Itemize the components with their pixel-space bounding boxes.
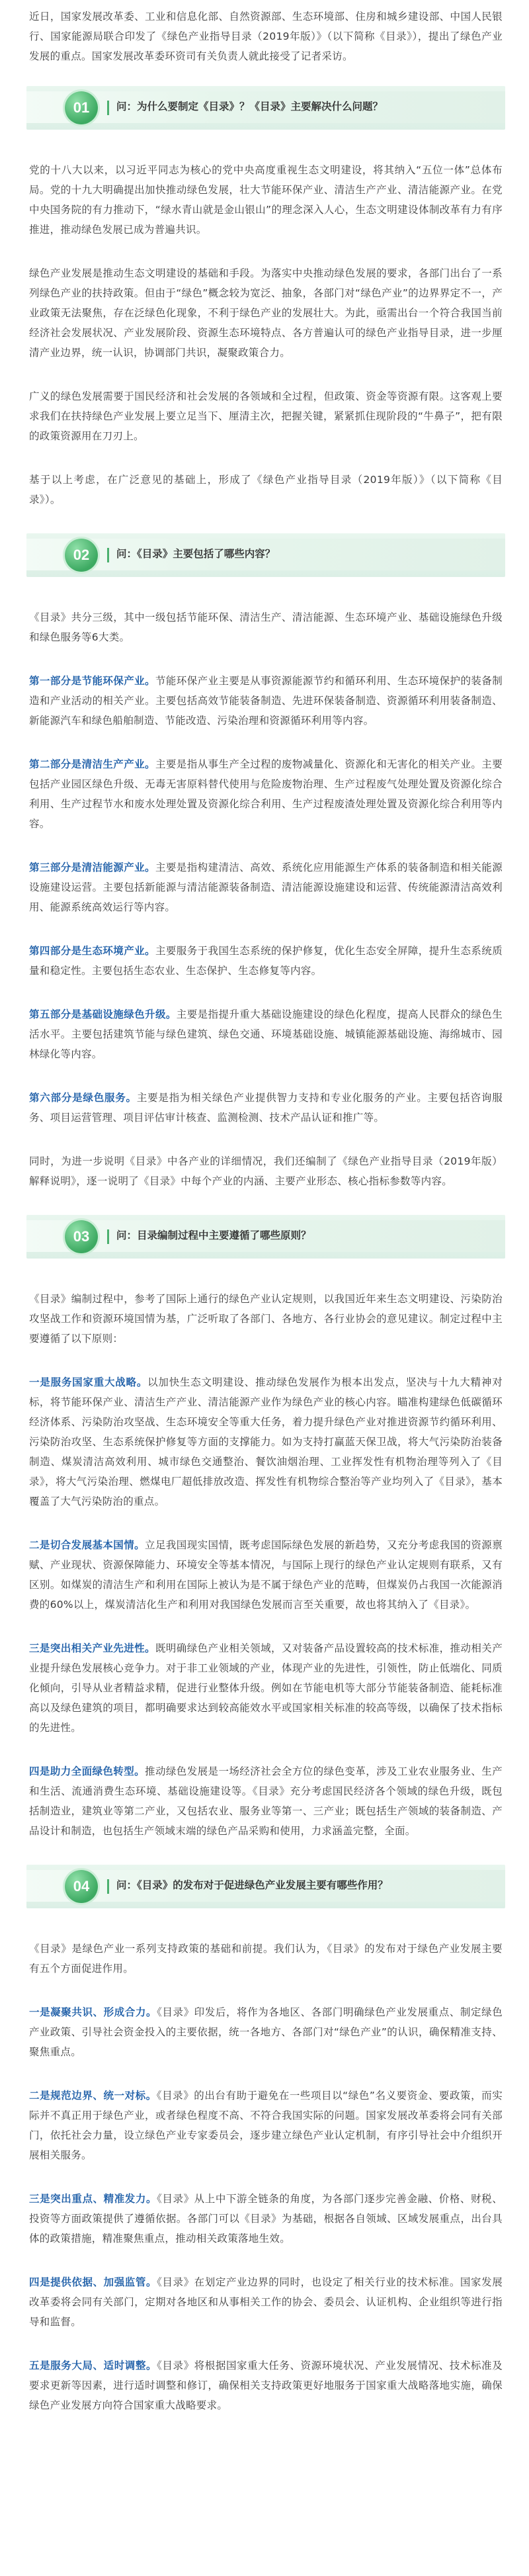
- item-paragraph: 第四部分是生态环境产业。主要服务于我国生态系统的保护修复，优化生态安全屏障，提升生态系统质量和稳定性。主要包括生态农业、生态保护、生态修复等内容。: [29, 945, 503, 977]
- item-lead: 四是助力全面绿色转型。: [29, 1765, 145, 1777]
- item-paragraph: 第三部分是清洁能源产业。主要是指构建清洁、高效、系统化应用能源生产体系的装备制造和相关能源设施建设运营。主要包括新能源与清洁能源装备制造、清洁能源设施建设和运营、传统能源清洁高效利用、能源系统高效运行等内容。: [29, 862, 503, 913]
- section-header-03: [26, 1215, 505, 1259]
- section-question: 问：目录编制过程中主要遵循了哪些原则？: [116, 1229, 311, 1241]
- item-lead: 第三部分是清洁能源产业。: [29, 862, 155, 873]
- paragraph: 党的十八大以来，以习近平同志为核心的党中央高度重视生态文明建设，将其纳入“五位一体”总体布局。党的十九大明确提出加快推动绿色发展，壮大节能环保产业、清洁生产产业、清洁能源产业。在党中央国务院的有力推动下，“绿水青山就是金山银山”的理念深入人心，生态文明建设体制改革有力有序推进，推动绿色发展已成为普遍共识。: [29, 164, 503, 236]
- item-paragraph: 第六部分是绿色服务。主要是指为相关绿色产业提供智力支持和专业化服务的产业。主要包括咨询服务、项目运营管理、项目评估审计核查、监测检测、技术产品认证和推广等。: [29, 1092, 503, 1124]
- item-paragraph: 三是突出相关产业先进性。既明确绿色产业相关领域，又对装备产品设置较高的技术标准，推动相关产业提升绿色发展核心竞争力。对于非工业领域的产业，体现产业的先进性，引领性，防止低端化、同质化倾向，引导从业者精益求精，促进行业整体升级。例如在节能电机等大部分节能装备制造、能耗标准高以及绿色建筑的项目，都明确要求达到较高能效水平或国家相关标准的较高等级，以确保了技术指标的先进性。: [29, 1642, 503, 1734]
- section-question: 问：《目录》主要包括了哪些内容？: [116, 548, 276, 560]
- item-paragraph: 第一部分是节能环保产业。节能环保产业主要是从事资源能源节约和循环利用、生态环境保护的装备制造和产业活动的相关产业。主要包括高效节能装备制造、先进环保装备制造、资源循环利用装备制造、新能源汽车和绿色船舶制造、节能改造、污染治理和资源循环利用等内容。: [29, 675, 503, 727]
- item-lead: 第一部分是节能环保产业。: [29, 675, 155, 687]
- paragraph: 《目录》编制过程中，参考了国际上通行的绿色产业认定规则，以我国近年来生态文明建设、污染防治攻坚战工作和资源环境国情为基，广泛听取了各部门、各地方、各行业协会的意见建议。制定过程中主要遵循了以下原则：: [29, 1293, 503, 1345]
- paragraph: 基于以上考虑，在广泛意见的基础上，形成了《绿色产业指导目录（2019年版）》（以下简称《目录》）。: [29, 474, 503, 506]
- section-question: 问：为什么要制定《目录》？《目录》主要解决什么问题？: [116, 101, 384, 112]
- item-lead: 第四部分是生态环境产业。: [29, 945, 155, 957]
- intro-paragraph: 近日，国家发展改革委、工业和信息化部、自然资源部、生态环境部、住房和城乡建设部、中国人民银行、国家能源局联合印发了《绿色产业指导目录（2019年版）》（以下简称《目录》），提出了绿色产业发展的重点。国家发展改革委环资司有关负责人就此接受了记者采访。: [29, 11, 503, 62]
- item-paragraph: 二是切合发展基本国情。立足我国现实国情，既考虑国际绿色发展的新趋势，又充分考虑我国的资源禀赋、产业现状、资源保障能力、环境安全等基本情况，与国际上现行的绿色产业认定规则有联系，又有区别。如煤炭的清洁生产和利用在国际上被认为是不属于绿色产业的范畴，但煤炭仍占我国一次能源消费的60%以上，煤炭清洁化生产和利用对我国绿色发展而言至关重要，故也将其纳入了《目录》。: [29, 1539, 503, 1611]
- item-paragraph: 第二部分是清洁生产产业。主要是指从事生产全过程的废物减量化、资源化和无害化的相关产业。主要包括产业园区绿色升级、无毒无害原料替代使用与危险废物治理、生产过程废气处理处置及资源化综合利用、生产过程节水和废水处理处置及资源化综合利用、生产过程废渣处理处置及资源化综合利用等内容。: [29, 758, 503, 830]
- section-number-badge: 02: [65, 539, 98, 572]
- item-paragraph: 三是突出重点、精准发力。《目录》从上中下游全链条的角度，为各部门逐步完善金融、价格、财税、投资等方面政策提供了遵循依据。各部门可以《目录》为基础，根据各自领域、区域发展重点，出台具体的政策措施，精准聚焦重点，推动相关政策落地生效。: [29, 2193, 503, 2244]
- section-header-01: [26, 86, 505, 130]
- section-number-badge: 03: [65, 1220, 98, 1253]
- item-paragraph: 一是凝聚共识、形成合力。《目录》印发后，将作为各地区、各部门明确绿色产业发展重点、制定绿色产业政策、引导社会资金投入的主要依据，统一各地方、各部门对“绿色产业”的认识，确保精准支持、聚焦重点。: [29, 2006, 503, 2058]
- paragraph: 《目录》是绿色产业一系列支持政策的基础和前提。我们认为，《目录》的发布对于绿色产业发展主要有五个方面促进作用。: [29, 1943, 503, 1975]
- paragraph: 广义的绿色发展需要于国民经济和社会发展的各领域和全过程，但政策、资金等资源有限。这客观上要求我们在扶持绿色产业发展上要立足当下、厘清主次，把握关键，紧紧抓住现阶段的“牛鼻子”，把有限的政策资源用在刀刃上。: [29, 390, 503, 442]
- item-paragraph: 第五部分是基础设施绿色升级。主要是指提升重大基础设施建设的绿色化程度，提高人民群众的绿色生活水平。主要包括建筑节能与绿色建筑、绿色交通、环境基础设施、城镇能源基础设施、海绵城市、园林绿化等内容。: [29, 1008, 503, 1060]
- item-lead: 二是规范边界、统一对标。: [29, 2090, 157, 2102]
- item-lead: 一是服务国家重大战略。: [29, 1376, 148, 1388]
- section-header-02: [26, 533, 505, 577]
- item-lead: 三是突出相关产业先进性。: [29, 1642, 155, 1654]
- item-lead: 第六部分是绿色服务。: [29, 1092, 137, 1104]
- item-paragraph: 一是服务国家重大战略。以加快生态文明建设、推动绿色发展作为根本出发点，坚决与十九大精神对标，将节能环保产业、清洁生产产业、清洁能源产业作为绿色产业的核心内容。瞄准构建绿色低碳循环经济体系、污染防治攻坚战、生态环境安全等重大任务，着力提升绿色产业对推进资源节约循环利用、污染防治攻坚、生态系统保护修复等方面的支撑能力。如为支持打赢蓝天保卫战，将大气污染防治装备制造、煤炭清洁高效利用、城市绿色交通整治、餐饮油烟治理、工业挥发性有机物治理等列入了《目录》，将大气污染治理、燃煤电厂超低排放改造、挥发性有机物综合整治等产业均列入了《目录》，基本覆盖了大气污染防治的重点。: [29, 1376, 503, 1507]
- item-lead: 三是突出重点、精准发力。: [29, 2193, 157, 2205]
- section-question: 问：《目录》的发布对于促进绿色产业发展主要有哪些作用？: [116, 1879, 388, 1891]
- item-paragraph: 二是规范边界、统一对标。《目录》的出台有助于避免在一些项目以“绿色”名义要资金、要政策，而实际并不真正用于绿色产业，或者绿色程度不高、不符合我国实际的问题。国家发展改革委将会同有关部门，依托社会力量，设立绿色产业专家委员会，逐步建立绿色产业认定机制，有序引导社会中介组织开展相关服务。: [29, 2090, 503, 2161]
- item-lead: 第五部分是基础设施绿色升级。: [29, 1008, 177, 1020]
- paragraph: 同时，为进一步说明《目录》中各产业的详细情况，我们还编制了《绿色产业指导目录（2019年版）解释说明》，逐一说明了《目录》中每个产业的内涵、主要产业形态、核心指标参数等内容。: [29, 1155, 503, 1187]
- item-paragraph: 四是提供依据、加强监管。《目录》在划定产业边界的同时，也设定了相关行业的技术标准。国家发展改革委将会同有关部门，定期对各地区和从事相关工作的协会、委员会、认证机构、企业组织等进行指导和监督。: [29, 2276, 503, 2328]
- paragraph: 绿色产业发展是推动生态文明建设的基础和手段。为落实中央推动绿色发展的要求，各部门出台了一系列绿色产业的扶持政策。但由于“绿色”概念较为宽泛、抽象，各部门对“绿色产业”的边界界定不一，产业政策无法聚焦，存在泛绿色化现象，不利于绿色产业的发展壮大。为此，亟需出台一个符合我国当前经济社会发展状况、产业发展阶段、资源生态环境特点、各方普遍认可的绿色产业指导目录，进一步厘清产业边界，统一认识，协调部门共识，凝聚政策合力。: [29, 267, 503, 359]
- item-lead: 第二部分是清洁生产产业。: [29, 758, 155, 770]
- section-number-badge: 04: [65, 1870, 98, 1903]
- item-lead: 四是提供依据、加强监管。: [29, 2276, 157, 2288]
- item-lead: 一是凝聚共识、形成合力。: [29, 2006, 157, 2018]
- item-paragraph: 五是服务大局、适时调整。《目录》将根据国家重大任务、资源环境状况、产业发展情况、技术标准及要求更新等因素，进行适时调整和修订，确保相关支持政策更好地服务于国家重大战略落地实施，确保绿色产业发展方向符合国家重大战略要求。: [29, 2360, 503, 2411]
- section-header-04: [26, 1865, 505, 1908]
- paragraph: 《目录》共分三级，其中一级包括节能环保、清洁生产、清洁能源、生态环境产业、基础设施绿色升级和绿色服务等6大类。: [29, 611, 503, 643]
- item-paragraph: 四是助力全面绿色转型。推动绿色发展是一场经济社会全方位的绿色变革，涉及工业农业服务业、生产和生活、流通消费生态环境、基础设施建设等。《目录》充分考虑国民经济各个领域的绿色升级，既包括制造业，建筑业等第二产业，又包括农业、服务业等第一、三产业；既包括生产领域的装备制造、产品设计和制造，也包括生产领域末端的绿色产品采购和使用，力求涵盖完整，全面。: [29, 1765, 503, 1837]
- item-lead: 五是服务大局、适时调整。: [29, 2360, 157, 2372]
- item-lead: 二是切合发展基本国情。: [29, 1539, 145, 1551]
- section-number-badge: 01: [65, 91, 98, 124]
